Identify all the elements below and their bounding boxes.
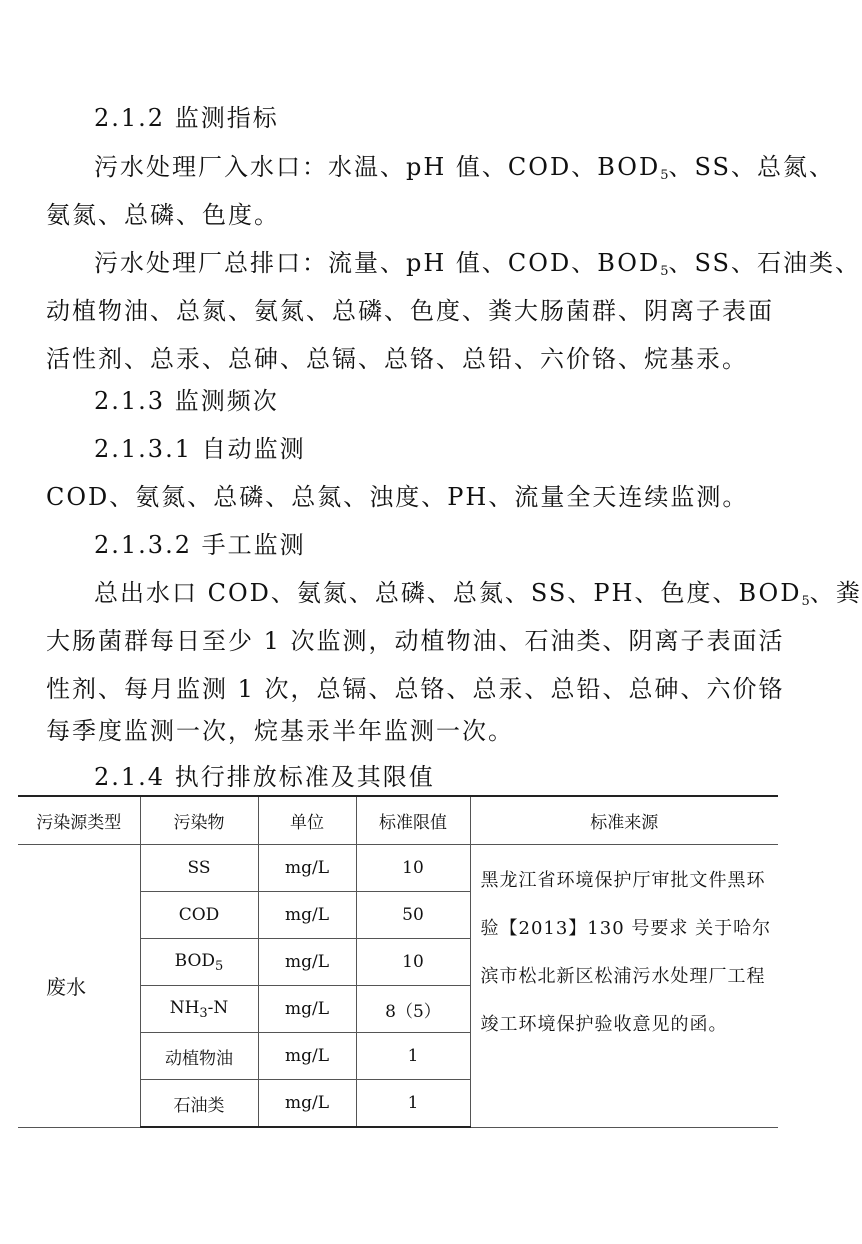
header-unit: 单位 (258, 796, 356, 845)
pollutant-cell: $BOD_5$ (140, 939, 258, 986)
unit-cell: mg/L (258, 1080, 356, 1128)
manual-monitoring-line-4: 每季度监测一次，烷基汞半年监测一次。 (46, 717, 514, 745)
pollutant-cell: 动植物油 (140, 1033, 258, 1080)
unit-cell: mg/L (258, 845, 356, 892)
manual-monitoring-line-2: 大肠菌群每日至少 1 次监测，动植物油、石油类、阴离子表面活 (46, 627, 785, 655)
section-heading-2-1-3: 2.1.3 监测频次 (94, 387, 279, 415)
limit-cell: 10 (356, 845, 470, 892)
unit-cell: mg/L (258, 1033, 356, 1080)
limit-cell: 1 (356, 1080, 470, 1128)
unit-cell: mg/L (258, 986, 356, 1033)
outlet-indicators-line-1: 污水处理厂总排口：流量、pH 值、COD、$BOD_5$、SS、石油类、 (94, 249, 861, 279)
inlet-indicators-line-2: 氨氮、总磷、色度。 (46, 201, 280, 229)
header-pollutant: 污染物 (140, 796, 258, 845)
table-row (18, 845, 778, 892)
auto-monitoring-line: COD、氨氮、总磷、总氮、浊度、PH、流量全天连续监测。 (46, 483, 749, 511)
pollutant-cell: $NH_3-N$ (140, 986, 258, 1033)
limit-cell: 10 (356, 939, 470, 986)
unit-cell: mg/L (258, 892, 356, 939)
section-heading-2-1-3-1: 2.1.3.1 自动监测 (94, 435, 306, 463)
category-cell: 废水 (18, 845, 140, 1128)
pollutant-cell: COD (140, 892, 258, 939)
emission-standards-table (18, 795, 778, 1128)
section-heading-2-1-2: 2.1.2 监测指标 (94, 104, 279, 132)
outlet-indicators-line-2: 动植物油、总氮、氨氮、总磷、色度、粪大肠菌群、阴离子表面 (46, 297, 774, 325)
standard-source-cell: 黑龙江省环境保护厅审批文件黑环验【2013】130 号要求 关于哈尔滨市松北新区松浦污水处理厂工程竣工环境保护验收意见的函。 (470, 845, 778, 1128)
header-limit: 标准限值 (356, 796, 470, 845)
limit-cell: 8（5） (356, 986, 470, 1033)
inlet-indicators-line-1: 污水处理厂入水口：水温、pH 值、COD、$BOD_5$、SS、总氮、 (94, 153, 835, 183)
pollutant-cell: SS (140, 845, 258, 892)
limit-cell: 1 (356, 1033, 470, 1080)
manual-monitoring-line-1: 总出水口 COD、氨氮、总磷、总氮、SS、PH、色度、$BOD_5$、粪 (94, 579, 862, 609)
unit-cell: mg/L (258, 939, 356, 986)
manual-monitoring-line-3: 性剂、每月监测 1 次，总镉、总铬、总汞、总铅、总砷、六价铬 (46, 675, 785, 703)
limit-cell: 50 (356, 892, 470, 939)
pollutant-cell: 石油类 (140, 1080, 258, 1128)
table-header-row (18, 796, 778, 845)
header-standard-source: 标准来源 (470, 796, 778, 845)
outlet-indicators-line-3: 活性剂、总汞、总砷、总镉、总铬、总铅、六价铬、烷基汞。 (46, 345, 748, 373)
section-heading-2-1-3-2: 2.1.3.2 手工监测 (94, 531, 306, 559)
section-heading-2-1-4: 2.1.4 执行排放标准及其限值 (94, 763, 435, 791)
header-source-type: 污染源类型 (18, 796, 140, 845)
